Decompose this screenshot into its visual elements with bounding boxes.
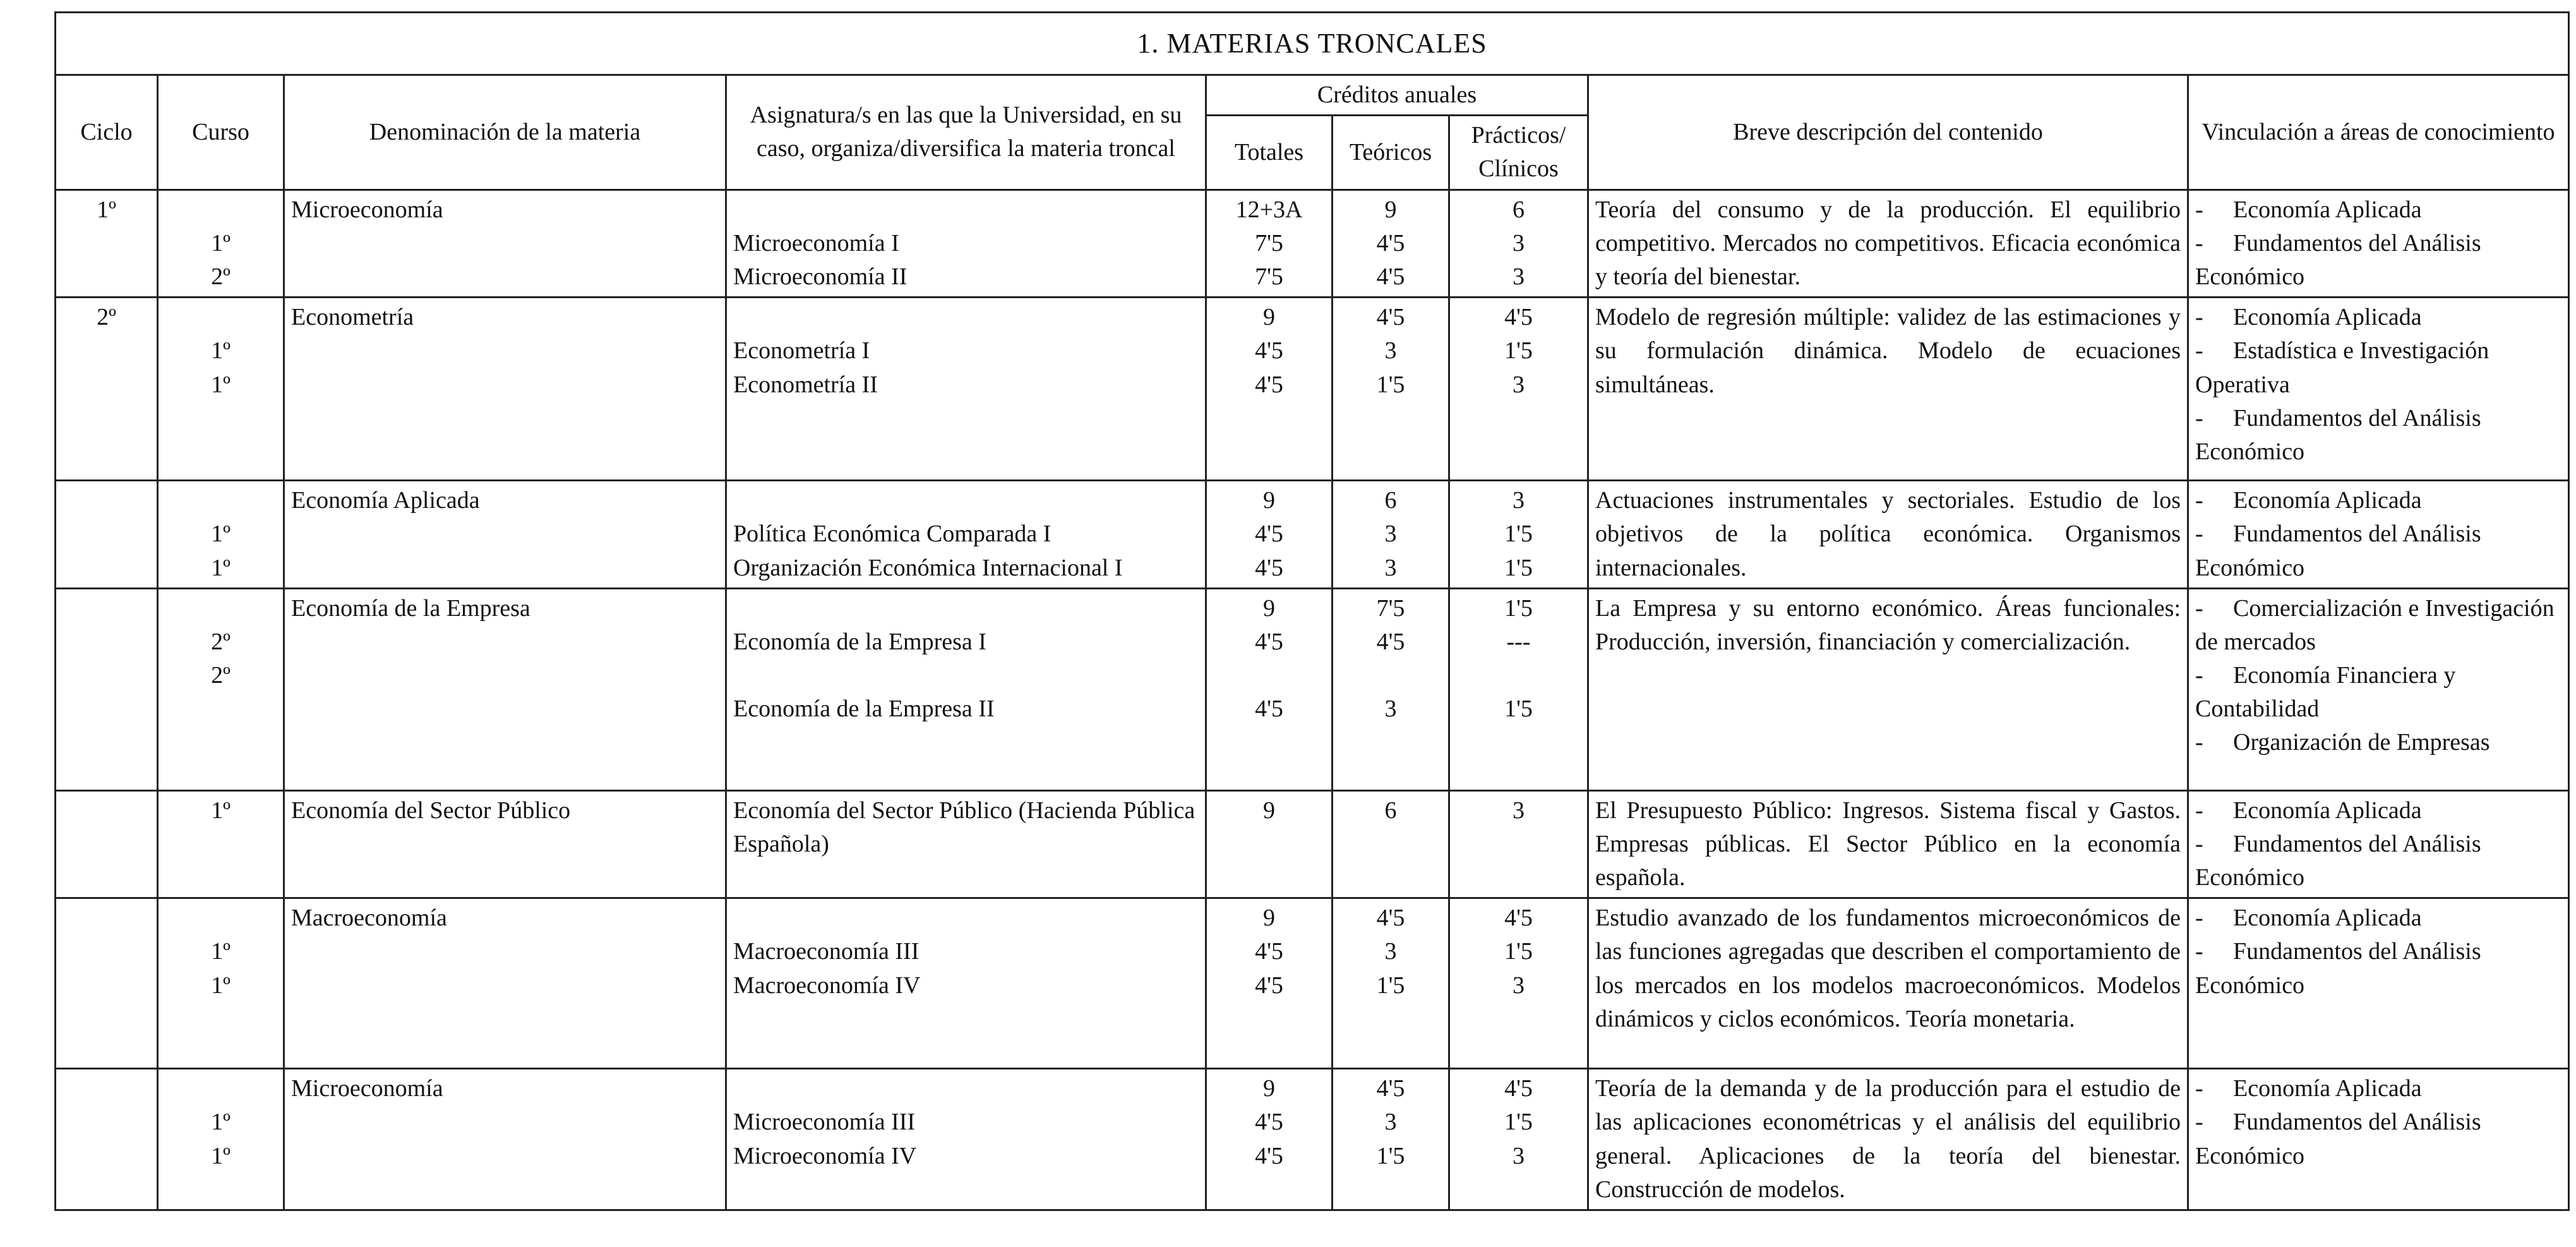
teoricos-value: 9: [1384, 196, 1397, 223]
cell-teoricos: [1333, 1069, 1449, 1210]
cell-curso: [158, 190, 284, 298]
cell-asignaturas: [726, 588, 1206, 790]
cell-materia: [284, 790, 726, 898]
cell-descripcion: [1588, 298, 2188, 481]
materia-name: Microeconomía: [291, 196, 443, 223]
cell-descripcion: [1588, 190, 2188, 298]
totales-value: 4'5: [1255, 972, 1283, 999]
area-item: [2195, 517, 2561, 584]
totales-value: 9: [1263, 905, 1275, 932]
asignatura-name: Economía del Sector Público (Hacienda Pública Española): [733, 797, 1195, 857]
cell-descripcion: [1588, 588, 2188, 790]
teoricos-value: [1339, 659, 1442, 692]
asignatura-name: Microeconomía II: [733, 263, 908, 290]
totales-value: 9: [1263, 797, 1275, 824]
bullet-mark: -: [2195, 196, 2203, 223]
practicos-value: 1'5: [1504, 337, 1533, 364]
asignatura-name: [733, 193, 1199, 227]
area-name: Economía Aplicada: [2233, 1075, 2422, 1102]
cell-totales: [1206, 588, 1333, 790]
cell-ciclo: [56, 1069, 158, 1210]
teoricos-value: 6: [1384, 797, 1397, 824]
header-totales: Totales: [1206, 116, 1333, 190]
descripcion-text: El Presupuesto Público: Ingresos. Sistema fiscal y Gastos. Empresas públicas. El Sector Público en la economía española.: [1595, 797, 2181, 891]
cell-practicos: [1449, 481, 1588, 589]
area-item: [2195, 1105, 2561, 1172]
curso-value: 1º: [211, 938, 231, 965]
cell-descripcion: [1588, 790, 2188, 898]
asignatura-name: Economía de la Empresa II: [733, 696, 995, 723]
cell-curso: [158, 898, 284, 1069]
table-row: [56, 1069, 2569, 1210]
area-item: [2195, 901, 2561, 935]
bullet-mark: -: [2195, 1109, 2203, 1136]
curso-value: [165, 1072, 277, 1105]
descripcion-text: Actuaciones instrumentales y sectoriales. Estudio de los objetivos de la política económica. Organismos internacionales.: [1595, 487, 2181, 581]
descripcion-text: Teoría de la demanda y de la producción para el estudio de las aplicaciones econométricas y el análisis del equilibrio general. Aplicaciones de la teoría del bienestar. Construcción de modelos.: [1595, 1075, 2181, 1203]
header-curso: Curso: [158, 75, 284, 190]
totales-value: 4'5: [1255, 371, 1283, 398]
table-body: [56, 190, 2569, 1210]
area-name: Organización de Empresas: [2233, 729, 2490, 756]
curso-value: 1º: [211, 521, 231, 548]
cell-vinculacion: [2188, 190, 2569, 298]
teoricos-value: 3: [1384, 554, 1397, 581]
area-item: [2195, 301, 2561, 334]
cell-practicos: [1449, 190, 1588, 298]
bullet-mark: -: [2195, 662, 2203, 689]
area-name: Fundamentos del Análisis Económico: [2195, 1109, 2481, 1169]
header-vinculacion: Vinculación a áreas de conocimiento: [2188, 75, 2569, 190]
curso-value: [165, 193, 277, 227]
practicos-value: 1'5: [1504, 554, 1533, 581]
cell-ciclo: [56, 588, 158, 790]
cell-vinculacion: [2188, 790, 2569, 898]
practicos-value: 3: [1513, 371, 1525, 398]
cell-asignaturas: [726, 190, 1206, 298]
bullet-mark: -: [2195, 830, 2203, 857]
cell-materia: [284, 481, 726, 589]
asignatura-name: Econometría I: [733, 337, 870, 364]
table-row: [56, 898, 2569, 1069]
totales-value: 7'5: [1255, 263, 1283, 290]
teoricos-value: 4'5: [1376, 229, 1405, 256]
descripcion-text: Modelo de regresión múltiple: validez de las estimaciones y su formulación dinámica. Modelo de ecuaciones simultáneas.: [1595, 304, 2181, 398]
teoricos-value: 1'5: [1376, 371, 1405, 398]
asignatura-name: Econometría II: [733, 371, 878, 398]
cell-teoricos: [1333, 298, 1449, 481]
curso-value: 1º: [211, 1109, 231, 1136]
totales-value: 4'5: [1255, 521, 1283, 548]
cell-teoricos: [1333, 588, 1449, 790]
curso-value: 1º: [211, 229, 231, 256]
area-name: Comercialización e Investigación de mercados: [2195, 594, 2555, 655]
area-item: [2195, 935, 2561, 1002]
asignatura-name: Microeconomía III: [733, 1109, 916, 1136]
area-item: [2195, 227, 2561, 294]
asignatura-name: Microeconomía IV: [733, 1142, 917, 1169]
teoricos-value: 3: [1384, 1109, 1397, 1136]
cell-teoricos: [1333, 481, 1449, 589]
descripcion-text: La Empresa y su entorno económico. Áreas funcionales: Producción, inversión, financiación y comercialización.: [1595, 594, 2181, 655]
cell-descripcion: [1588, 1069, 2188, 1210]
bullet-mark: -: [2195, 404, 2203, 431]
teoricos-value: 3: [1384, 696, 1397, 723]
table-row: [56, 190, 2569, 298]
teoricos-value: 1'5: [1376, 972, 1405, 999]
curso-value: [165, 592, 277, 625]
cell-vinculacion: [2188, 898, 2569, 1069]
teoricos-value: 4'5: [1376, 1075, 1405, 1102]
teoricos-value: 4'5: [1376, 304, 1405, 331]
curso-value: 2º: [211, 263, 231, 290]
descripcion-text: Estudio avanzado de los fundamentos microeconómicos de las funciones agregadas que describen el comportamiento de los mercados en los modelos macroeconómicos. Modelos dinámicos y ciclos económicos. Teoría monetaria.: [1595, 905, 2181, 1032]
totales-value: 9: [1263, 487, 1275, 514]
cell-asignaturas: [726, 1069, 1206, 1210]
bullet-mark: -: [2195, 229, 2203, 256]
teoricos-value: 4'5: [1376, 628, 1405, 655]
asignatura-name: [733, 301, 1199, 334]
table-row: [56, 481, 2569, 589]
header-descripcion: Breve descripción del contenido: [1588, 75, 2188, 190]
area-name: Economía Aplicada: [2233, 196, 2422, 223]
bullet-mark: -: [2195, 797, 2203, 824]
curso-value: [165, 301, 277, 334]
area-name: Fundamentos del Análisis Económico: [2195, 938, 2481, 999]
area-item: [2195, 726, 2561, 759]
area-item: [2195, 1072, 2561, 1105]
totales-value: 4'5: [1255, 337, 1283, 364]
curso-value: [165, 484, 277, 517]
practicos-value: 4'5: [1504, 304, 1533, 331]
teoricos-value: 4'5: [1376, 263, 1405, 290]
practicos-value: 3: [1513, 797, 1525, 824]
curso-value: 1º: [211, 972, 231, 999]
bullet-mark: -: [2195, 1075, 2203, 1102]
bullet-mark: -: [2195, 521, 2203, 548]
practicos-value: ---: [1506, 628, 1531, 655]
cell-totales: [1206, 190, 1333, 298]
curso-value: 1º: [211, 337, 231, 364]
header-ciclo: Ciclo: [56, 75, 158, 190]
header-practicos: Prácticos/ Clínicos: [1449, 116, 1588, 190]
totales-value: 4'5: [1255, 938, 1283, 965]
cell-asignaturas: [726, 298, 1206, 481]
curso-value: 1º: [211, 797, 231, 824]
practicos-value: 6: [1513, 196, 1525, 223]
teoricos-value: 1'5: [1376, 1142, 1405, 1169]
header-asignaturas: Asignatura/s en las que la Universidad, en su caso, organiza/diversifica la materia troncal: [726, 75, 1206, 190]
area-name: Economía Financiera y Contabilidad: [2195, 662, 2456, 723]
teoricos-value: 7'5: [1376, 594, 1405, 622]
asignatura-name: Organización Económica Internacional I: [733, 554, 1123, 581]
totales-value: 4'5: [1255, 1109, 1283, 1136]
cell-curso: [158, 1069, 284, 1210]
cell-curso: [158, 790, 284, 898]
area-name: Economía Aplicada: [2233, 905, 2422, 932]
asignatura-name: Política Económica Comparada I: [733, 521, 1051, 548]
cell-totales: [1206, 298, 1333, 481]
table-row: [56, 298, 2569, 481]
asignatura-name: Macroeconomía IV: [733, 972, 921, 999]
cell-practicos: [1449, 898, 1588, 1069]
asignatura-name: [733, 901, 1199, 935]
asignatura-name: [733, 592, 1199, 625]
cell-curso: [158, 481, 284, 589]
practicos-value: 3: [1513, 487, 1525, 514]
totales-value: 9: [1263, 594, 1275, 622]
table-title: 1. MATERIAS TRONCALES: [56, 13, 2569, 75]
asignatura-name: [733, 659, 1199, 692]
cell-materia: [284, 1069, 726, 1210]
practicos-value: 1'5: [1504, 938, 1533, 965]
area-item: [2195, 193, 2561, 227]
area-item: [2195, 484, 2561, 517]
cell-teoricos: [1333, 790, 1449, 898]
bullet-mark: -: [2195, 487, 2203, 514]
area-name: Economía Aplicada: [2233, 304, 2422, 331]
practicos-value: 4'5: [1504, 1075, 1533, 1102]
ciclo-value: 1º: [97, 196, 116, 223]
materias-table: [54, 11, 2570, 1211]
cell-ciclo: [56, 298, 158, 481]
materia-name: Econometría: [291, 304, 414, 331]
totales-value: [1213, 659, 1325, 692]
cell-practicos: [1449, 1069, 1588, 1210]
cell-asignaturas: [726, 790, 1206, 898]
totales-value: 4'5: [1255, 554, 1283, 581]
totales-value: 9: [1263, 1075, 1275, 1102]
cell-totales: [1206, 481, 1333, 589]
materia-name: Economía del Sector Público: [291, 797, 571, 824]
curso-value: 2º: [211, 662, 231, 689]
area-item: [2195, 828, 2561, 895]
practicos-value: 1'5: [1504, 521, 1533, 548]
practicos-value: 3: [1513, 1142, 1525, 1169]
area-item: [2195, 794, 2561, 828]
area-name: Fundamentos del Análisis Económico: [2195, 404, 2481, 465]
asignatura-name: [733, 484, 1199, 517]
ciclo-value: 2º: [97, 304, 116, 331]
cell-materia: [284, 588, 726, 790]
header-teoricos: Teóricos: [1333, 116, 1449, 190]
cell-ciclo: [56, 898, 158, 1069]
cell-curso: [158, 298, 284, 481]
area-item: [2195, 592, 2561, 659]
curso-value: [165, 901, 277, 935]
totales-value: 4'5: [1255, 628, 1283, 655]
cell-descripcion: [1588, 898, 2188, 1069]
totales-value: 9: [1263, 304, 1275, 331]
practicos-value: 1'5: [1504, 696, 1533, 723]
cell-practicos: [1449, 790, 1588, 898]
teoricos-value: 6: [1384, 487, 1397, 514]
curso-value: 1º: [211, 371, 231, 398]
bullet-mark: -: [2195, 337, 2203, 364]
cell-totales: [1206, 1069, 1333, 1210]
cell-practicos: [1449, 298, 1588, 481]
table-row: [56, 790, 2569, 898]
cell-curso: [158, 588, 284, 790]
totales-value: 12+3A: [1235, 196, 1303, 223]
curso-value: 2º: [211, 628, 231, 655]
bullet-mark: -: [2195, 905, 2203, 932]
teoricos-value: 3: [1384, 938, 1397, 965]
cell-ciclo: [56, 481, 158, 589]
area-name: Economía Aplicada: [2233, 487, 2422, 514]
materia-name: Economía Aplicada: [291, 487, 480, 514]
cell-materia: [284, 898, 726, 1069]
asignatura-name: Economía de la Empresa I: [733, 628, 986, 655]
cell-vinculacion: [2188, 588, 2569, 790]
cell-practicos: [1449, 588, 1588, 790]
descripcion-text: Teoría del consumo y de la producción. El equilibrio competitivo. Mercados no competitivos. Eficacia económica y teoría del bienestar.: [1595, 196, 2181, 290]
header-denominacion: Denominación de la materia: [284, 75, 726, 190]
practicos-value: 4'5: [1504, 905, 1533, 932]
curso-value: 1º: [211, 554, 231, 581]
totales-value: 7'5: [1255, 229, 1283, 256]
practicos-value: 1'5: [1504, 1109, 1533, 1136]
header-creditos: Créditos anuales: [1206, 75, 1588, 116]
area-item: [2195, 402, 2561, 469]
practicos-value: 1'5: [1504, 594, 1533, 622]
practicos-value: [1456, 659, 1581, 692]
practicos-value: 3: [1513, 229, 1525, 256]
asignatura-name: Microeconomía I: [733, 229, 899, 256]
teoricos-value: 3: [1384, 337, 1397, 364]
cell-materia: [284, 298, 726, 481]
table-row: [56, 588, 2569, 790]
area-name: Fundamentos del Análisis Económico: [2195, 521, 2481, 581]
cell-ciclo: [56, 790, 158, 898]
totales-value: 4'5: [1255, 696, 1283, 723]
practicos-value: 3: [1513, 972, 1525, 999]
cell-asignaturas: [726, 481, 1206, 589]
cell-descripcion: [1588, 481, 2188, 589]
cell-teoricos: [1333, 898, 1449, 1069]
teoricos-value: 3: [1384, 521, 1397, 548]
cell-totales: [1206, 790, 1333, 898]
bullet-mark: -: [2195, 594, 2203, 622]
cell-vinculacion: [2188, 298, 2569, 481]
area-name: Economía Aplicada: [2233, 797, 2422, 824]
cell-asignaturas: [726, 898, 1206, 1069]
cell-teoricos: [1333, 190, 1449, 298]
practicos-value: 3: [1513, 263, 1525, 290]
teoricos-value: 4'5: [1376, 905, 1405, 932]
bullet-mark: -: [2195, 729, 2203, 756]
totales-value: 4'5: [1255, 1142, 1283, 1169]
materia-name: Macroeconomía: [291, 905, 447, 932]
document-sheet: [54, 11, 2568, 1211]
cell-vinculacion: [2188, 481, 2569, 589]
bullet-mark: -: [2195, 938, 2203, 965]
cell-ciclo: [56, 190, 158, 298]
area-name: Estadística e Investigación Operativa: [2195, 337, 2489, 398]
cell-materia: [284, 190, 726, 298]
area-item: [2195, 659, 2561, 726]
area-item: [2195, 334, 2561, 401]
cell-vinculacion: [2188, 1069, 2569, 1210]
materia-name: Microeconomía: [291, 1075, 443, 1102]
asignatura-name: Macroeconomía III: [733, 938, 920, 965]
cell-totales: [1206, 898, 1333, 1069]
area-name: Fundamentos del Análisis Económico: [2195, 830, 2481, 891]
materia-name: Economía de la Empresa: [291, 594, 530, 622]
area-name: Fundamentos del Análisis Económico: [2195, 229, 2481, 290]
curso-value: 1º: [211, 1142, 231, 1169]
bullet-mark: -: [2195, 304, 2203, 331]
asignatura-name: [733, 1072, 1199, 1105]
